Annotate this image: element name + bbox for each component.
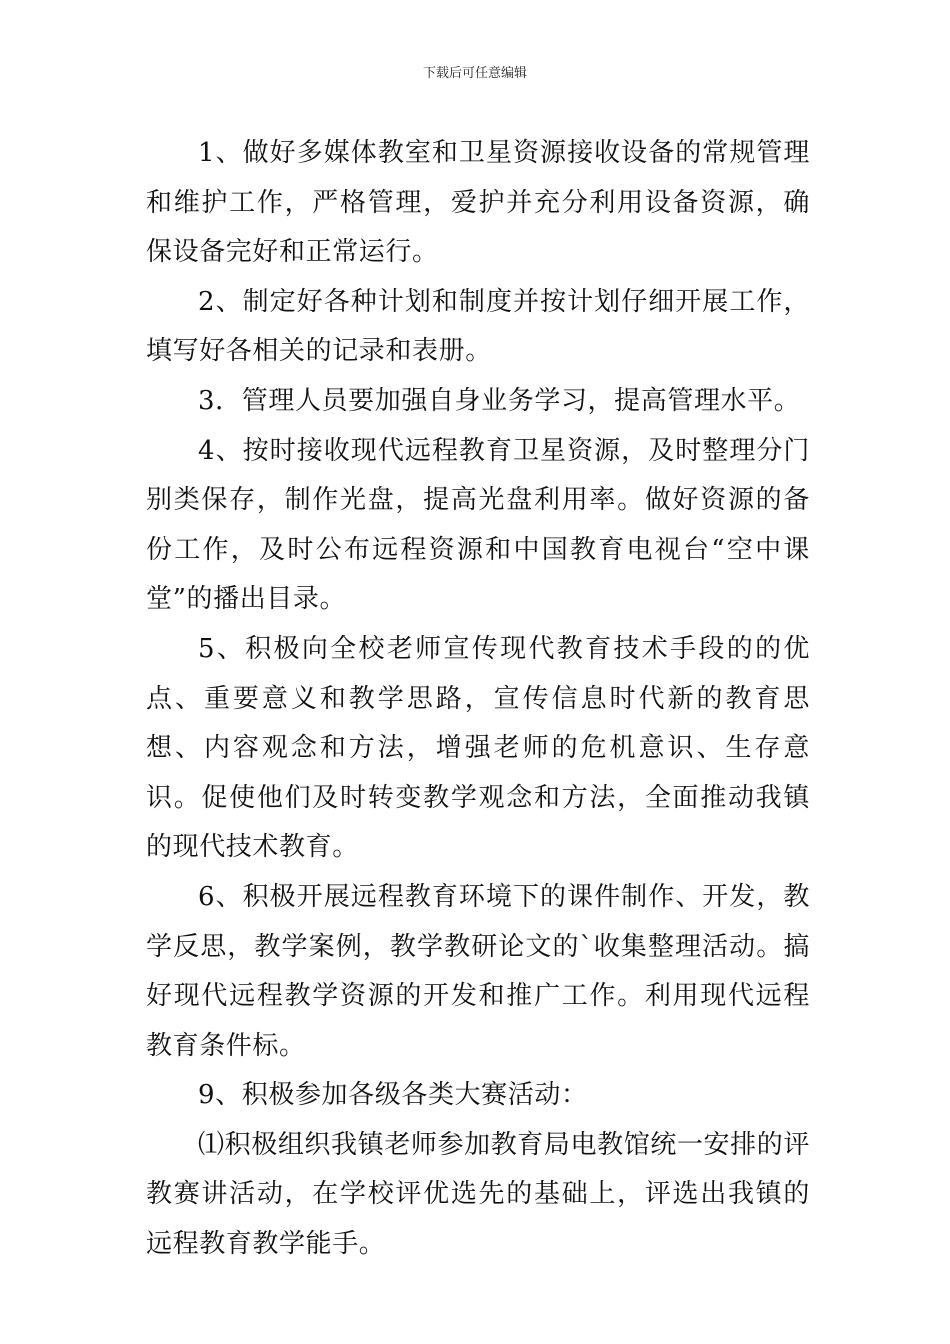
- page-header: 下载后可任意编辑: [422, 66, 527, 81]
- paragraph-3: 3．管理人员要加强自身业务学习，提高管理水平。: [198, 385, 801, 416]
- paragraph-2: 2、制定好各种计划和制度并按计划仔细开展工作，填写好各相关的记录和表册。: [146, 286, 810, 367]
- paragraph-9: 9、积极参加各级各类大赛活动：: [198, 1080, 588, 1111]
- paragraph-9-1: ⑴积极组织我镇老师参加教育局电教馆统一安排的评教赛讲活动，在学校评优选先的基础上，评选出我镇的远程教育教学能手。: [146, 1129, 810, 1260]
- paragraph-5: 5、积极向全校老师宣传现代教育技术手段的的优点、重要意义和教学思路，宣传信息时代新的教育思想、内容观念和方法，增强老师的危机意识、生存意识。促使他们及时转变教学观念和方法，全面推动我镇的现代技术教育。: [146, 633, 810, 863]
- document-body: [146, 129, 810, 1270]
- paragraph-1: 1、做好多媒体教室和卫星资源接收设备的常规管理和维护工作，严格管理，爱护并充分利用设备资源，确保设备完好和正常运行。: [146, 138, 810, 268]
- paragraph-6: 6、积极开展远程教育环境下的课件制作、开发，教学反思，教学案例，教学教研论文的`收集整理活动。搞好现代远程教学资源的开发和推广工作。利用现代远程教育条件标。: [146, 881, 810, 1061]
- paragraph-4: 4、按时接收现代远程教育卫星资源，及时整理分门别类保存，制作光盘，提高光盘利用率。做好资源的备份工作，及时公布远程资源和中国教育电视台“空中课堂”的播出目录。: [146, 435, 810, 615]
